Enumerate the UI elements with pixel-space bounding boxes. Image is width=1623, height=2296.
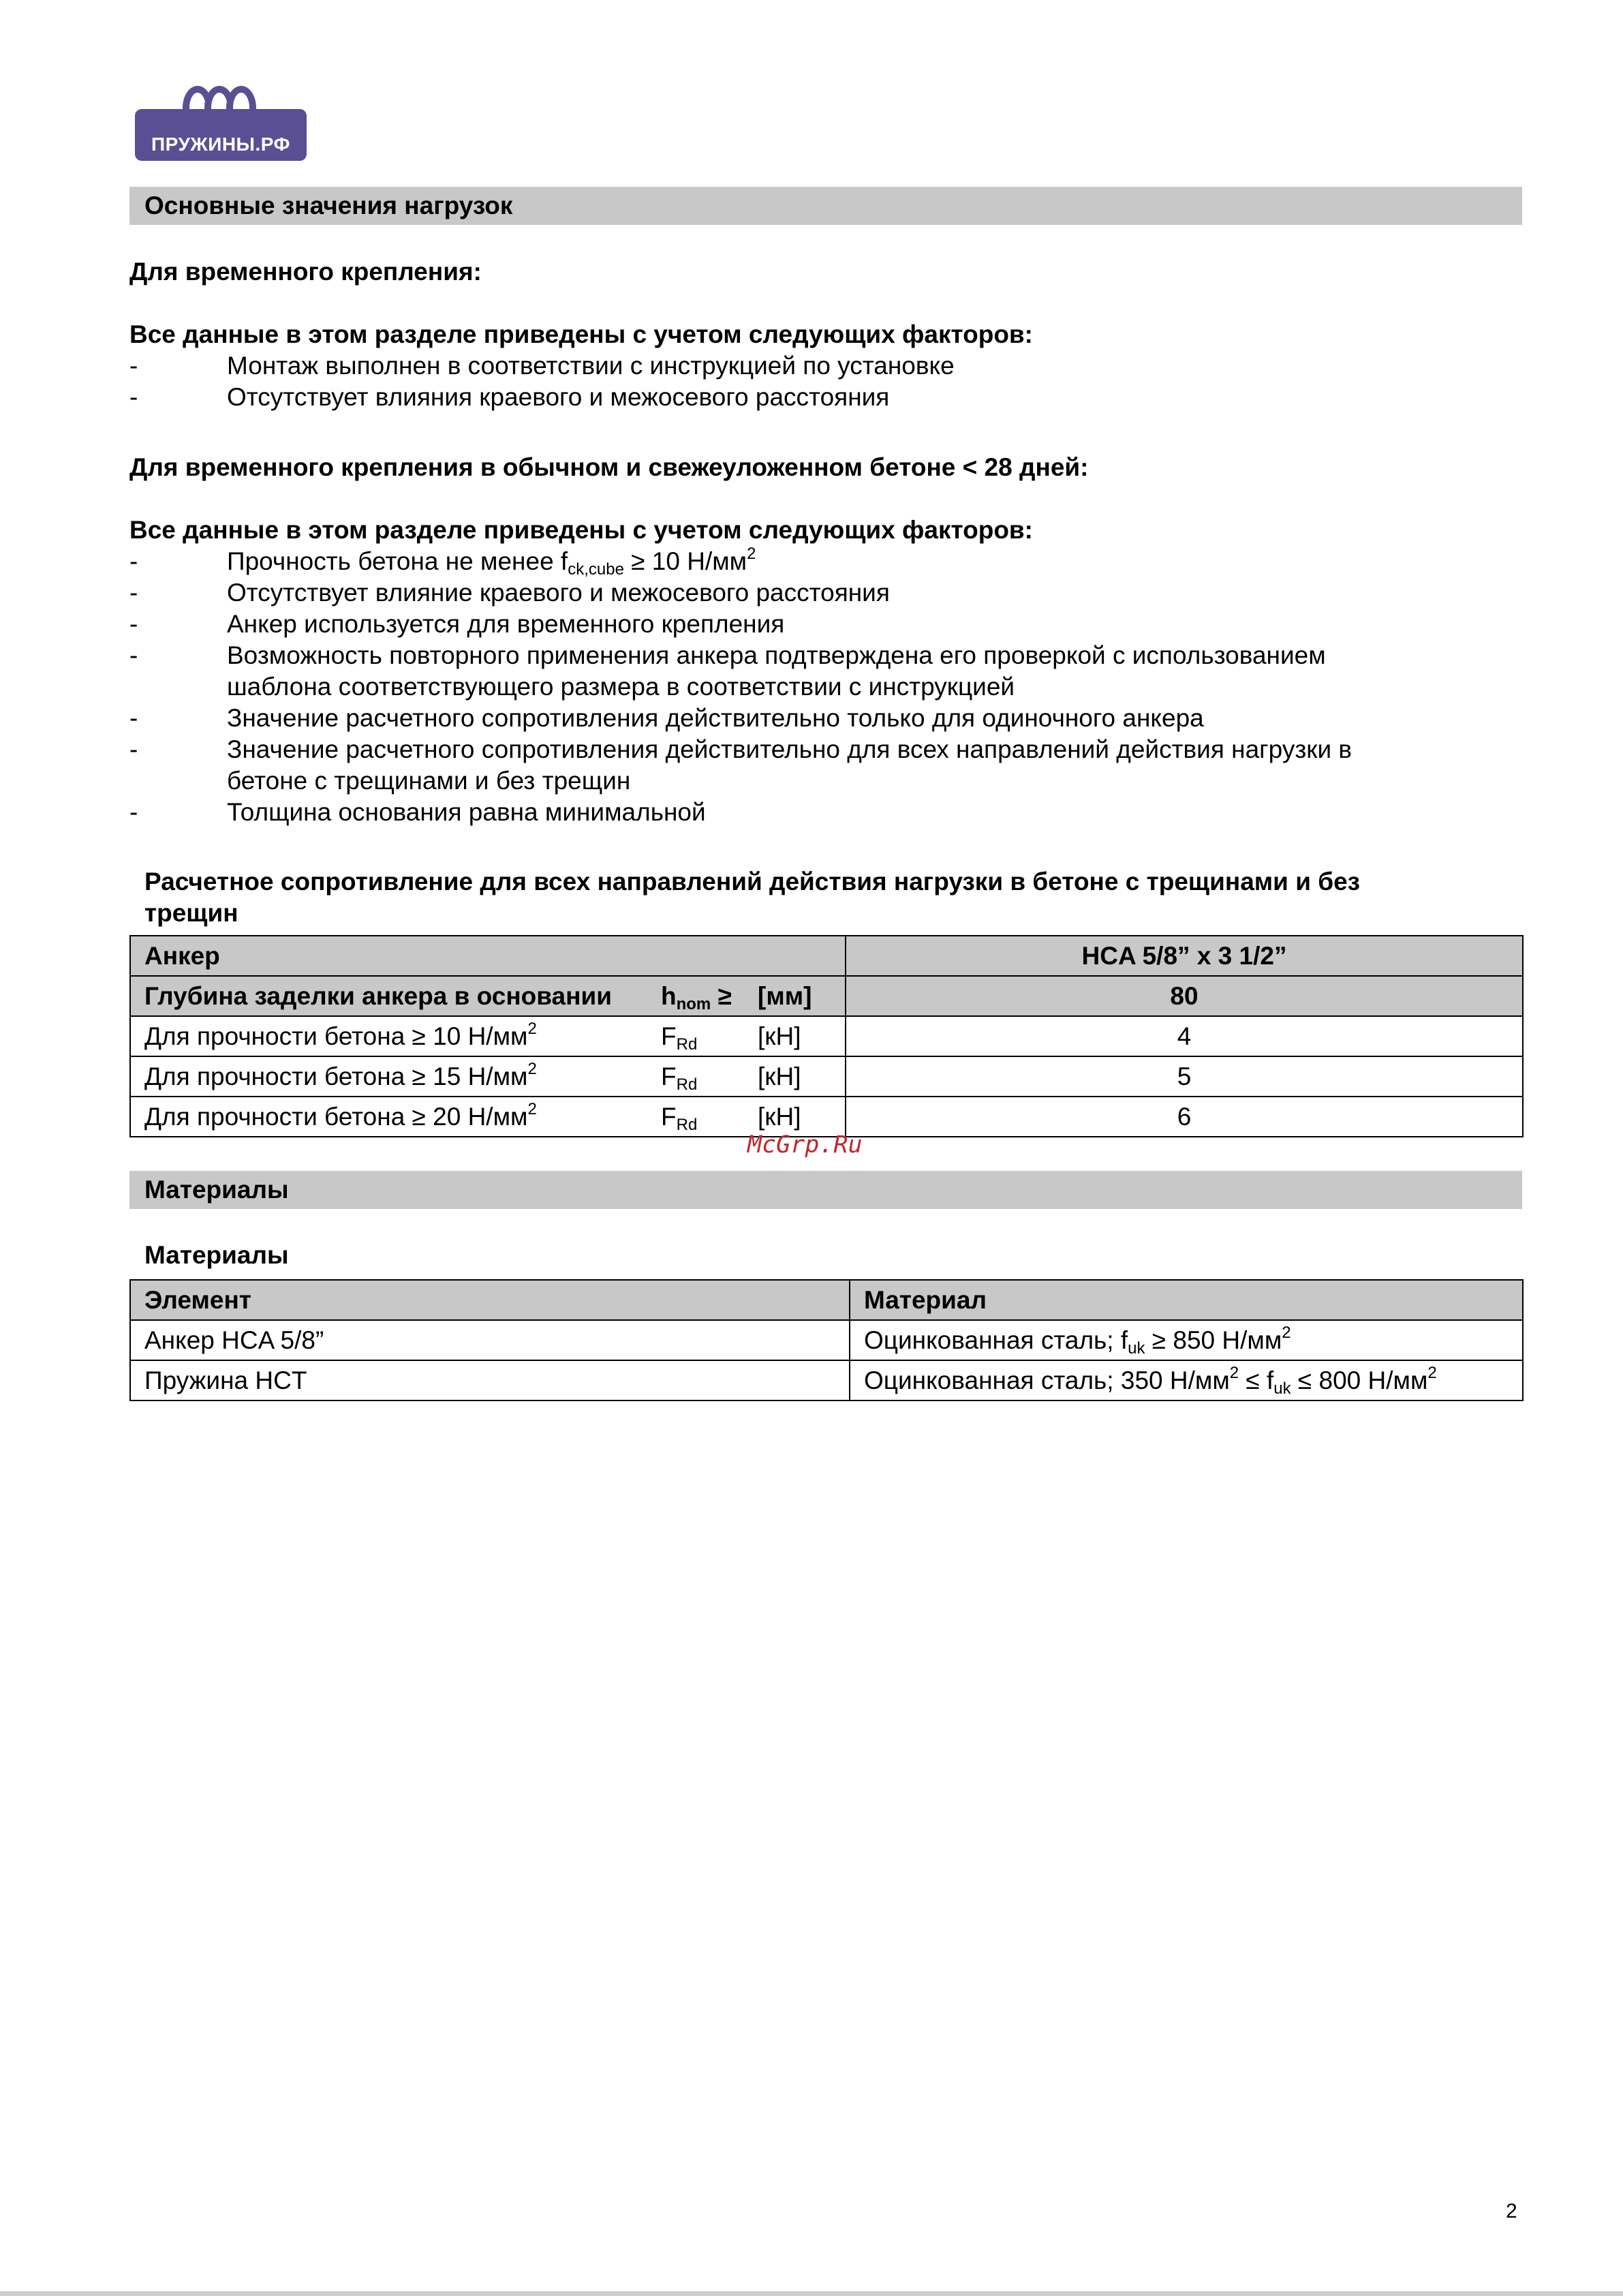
list-item-strength	[227, 546, 756, 577]
row-value: 4	[846, 1016, 1523, 1056]
list-bullet: -	[129, 383, 138, 411]
page-bottom-border	[0, 2291, 1623, 2296]
list-bullet: -	[129, 704, 138, 732]
row-unit: [кН]	[758, 1022, 801, 1050]
row-label-cell	[130, 1016, 846, 1056]
materials-header-row	[130, 1280, 1523, 1320]
list-item: Анкер используется для временного крепления	[227, 610, 785, 638]
list-item: Возможность повторного применения анкера подтверждена его проверкой с использованием	[227, 641, 1326, 669]
material-sup: 2	[1229, 1363, 1239, 1382]
col-header-material: Материал	[850, 1280, 1523, 1320]
table-row-depth	[130, 976, 1523, 1016]
depth-value: 80	[846, 976, 1523, 1016]
row-label	[144, 1059, 537, 1091]
material-sup: 2	[1427, 1363, 1437, 1382]
row-label	[144, 1099, 537, 1131]
row-label-text: Для прочности бетона ≥ 15 Н/мм	[144, 1062, 528, 1090]
row-label-sup: 2	[527, 1019, 537, 1038]
table-caption-continuation: трещин	[144, 899, 238, 927]
strength-value: ≥ 10 Н/мм	[623, 547, 747, 575]
section-title-loads: Основные значения нагрузок	[129, 187, 1522, 225]
anchor-value: HCA 5/8” x 3 1/2”	[846, 936, 1523, 976]
list-item: Значение расчетного сопротивления действительно для всех направлений действия нагрузки в	[227, 735, 1352, 763]
list-item: Отсутствует влияние краевого и межосевого расстояния	[227, 579, 890, 607]
depth-cell	[130, 976, 846, 1016]
row-label-sup: 2	[527, 1059, 537, 1078]
anchor-label: Анкер	[130, 936, 846, 976]
material-sub: uk	[1128, 1338, 1145, 1358]
depth-symbol	[661, 982, 732, 1011]
page-number: 2	[1506, 2200, 1517, 2222]
list-bullet: -	[129, 735, 138, 763]
section-title-materials: Материалы	[129, 1171, 1522, 1209]
col-header-element: Элемент	[130, 1280, 850, 1320]
row-symbol-base: F	[661, 1022, 677, 1050]
row-label-cell	[130, 1056, 846, 1097]
list-bullet: -	[129, 579, 138, 607]
list-bullet: -	[129, 610, 138, 638]
material-cell	[850, 1320, 1523, 1360]
row-value: 6	[846, 1097, 1523, 1137]
list-item-continuation: бетоне с трещинами и без трещин	[227, 767, 631, 795]
material-sub: uk	[1273, 1379, 1291, 1398]
row-symbol	[661, 1102, 698, 1134]
row-label-text: Для прочности бетона ≥ 20 Н/мм	[144, 1102, 528, 1131]
row-unit: [кН]	[758, 1102, 801, 1131]
row-symbol-base: F	[661, 1102, 677, 1131]
factors-heading-1: Все данные в этом разделе приведены с учетом следующих факторов:	[129, 320, 1034, 348]
element-cell: Анкер HCA 5/8”	[130, 1320, 850, 1360]
materials-table	[129, 1279, 1524, 1401]
row-label	[144, 1019, 537, 1051]
list-item: Монтаж выполнен в соответствии с инструкцией по установке	[227, 352, 955, 380]
depth-symbol-sub: nom	[676, 994, 711, 1013]
material-text: ≤ 800 Н/мм	[1290, 1366, 1428, 1394]
row-symbol	[661, 1062, 698, 1094]
row-symbol-sub: Rd	[676, 1115, 698, 1134]
row-unit: [кН]	[758, 1062, 801, 1090]
depth-symbol-base: h	[661, 981, 677, 1010]
table-row-anchor	[130, 936, 1523, 976]
material-sup: 2	[1282, 1323, 1291, 1342]
depth-symbol-post: ≥	[711, 981, 732, 1010]
table-caption: Расчетное сопротивление для всех направлений действия нагрузки в бетоне с трещинами и без	[144, 868, 1361, 896]
resistance-table	[129, 935, 1524, 1137]
row-symbol-sub: Rd	[676, 1035, 698, 1054]
factors-heading-2: Все данные в этом разделе приведены с учетом следующих факторов:	[129, 516, 1034, 544]
row-label-cell	[130, 1097, 846, 1137]
row-symbol-sub: Rd	[676, 1075, 698, 1094]
table-row	[130, 1016, 1523, 1056]
table-row	[130, 1320, 1523, 1360]
strength-subscript: ck,cube	[568, 560, 624, 579]
list-bullet: -	[129, 798, 138, 826]
temp-fixing-heading: Для временного крепления:	[129, 258, 482, 286]
material-text: Оцинкованная сталь; 350 Н/мм	[864, 1366, 1230, 1394]
strength-text: Прочность бетона не менее f	[227, 547, 568, 575]
logo	[135, 83, 307, 161]
material-cell	[850, 1360, 1523, 1400]
materials-subtitle: Материалы	[144, 1241, 289, 1269]
material-text: ≥ 850 Н/мм	[1145, 1326, 1282, 1354]
list-item: Отсутствует влияния краевого и межосевого расстояния	[227, 383, 890, 411]
list-bullet: -	[129, 352, 138, 380]
row-symbol-base: F	[661, 1062, 677, 1090]
row-value: 5	[846, 1056, 1523, 1097]
fresh-concrete-heading: Для временного крепления в обычном и свежеуложенном бетоне < 28 дней:	[129, 453, 1089, 481]
table-row	[130, 1056, 1523, 1097]
list-bullet: -	[129, 547, 138, 575]
list-bullet: -	[129, 641, 138, 669]
material-text: Оцинкованная сталь; f	[864, 1326, 1128, 1354]
table-row	[130, 1360, 1523, 1400]
element-cell: Пружина HCT	[130, 1360, 850, 1400]
watermark: McGrp.Ru	[747, 1131, 863, 1159]
depth-unit: [мм]	[758, 981, 812, 1010]
logo-text: ПРУЖИНЫ.РФ	[151, 134, 290, 155]
row-label-sup: 2	[527, 1099, 537, 1118]
row-symbol	[661, 1022, 698, 1054]
list-item: Значение расчетного сопротивления действительно только для одиночного анкера	[227, 704, 1204, 732]
strength-superscript: 2	[747, 545, 756, 563]
depth-label: Глубина заделки анкера в основании	[144, 981, 612, 1010]
list-item: Толщина основания равна минимальной	[227, 798, 706, 826]
row-label-text: Для прочности бетона ≥ 10 Н/мм	[144, 1022, 528, 1050]
material-text: ≤ f	[1239, 1366, 1274, 1394]
list-item-continuation: шаблона соответствующего размера в соответствии с инструкцией	[227, 673, 1015, 701]
